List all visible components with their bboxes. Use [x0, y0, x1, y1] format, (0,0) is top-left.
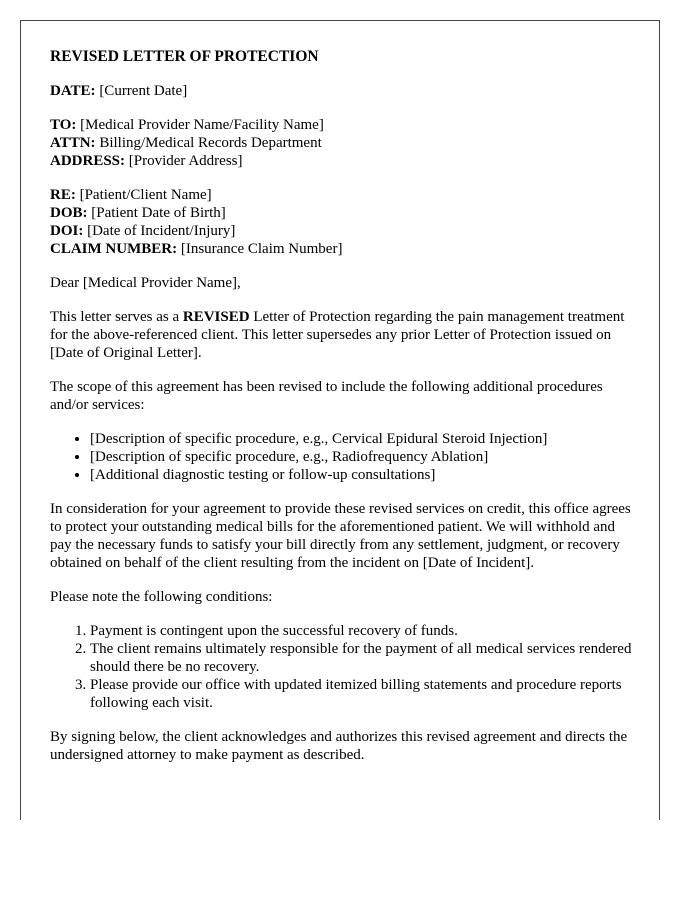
address-value: [Provider Address]: [125, 153, 243, 169]
consideration-paragraph: In consideration for your agreement to provide these revised services on credit, this office agrees to protect your outstanding medical bills for the aforementioned patient. We will withhold and pay the necessary funds to satisfy your bill directly from any settlement, judgment, or recovery obtained on behalf of the client resulting from the incident on [Date of Incident].: [50, 501, 631, 571]
scope-paragraph: The scope of this agreement has been revised to include the following additional procedures and/or services:: [50, 379, 603, 413]
list-item: 2. The client remains ultimately responsible for the payment of all medical services rendered should there be no recovery.: [90, 640, 635, 676]
conditions-intro: Please note the following conditions:: [50, 589, 273, 605]
intro-paragraph: [50, 308, 635, 362]
re-value: [Patient/Client Name]: [75, 187, 212, 203]
claim-line: [50, 240, 635, 258]
attn-value: Billing/Medical Records Department: [95, 135, 322, 151]
dob-line: [50, 204, 635, 222]
intro-emphasis: REVISED: [182, 309, 250, 325]
date-value: [Current Date]: [95, 83, 188, 99]
conditions-list: [50, 622, 635, 712]
reference-block: [50, 186, 635, 258]
list-item: 3. Please provide our office with updated itemized billing statements and procedure reports following each visit.: [90, 676, 635, 712]
to-label: TO:: [50, 117, 77, 133]
doi-value: [Date of Incident/Injury]: [83, 223, 236, 239]
letter-page: [20, 20, 660, 820]
intro-after: Letter of Protection regarding the pain management treatment for the above-referenced client. This letter supersedes any prior Letter of Protection issued on [Date of Original Letter].: [50, 309, 625, 361]
date-label: DATE:: [50, 83, 96, 99]
address-line: [50, 152, 635, 170]
date-block: [50, 82, 635, 100]
salutation: Dear [Medical Provider Name],: [50, 275, 241, 291]
doi-label: DOI:: [50, 223, 84, 239]
to-value: [Medical Provider Name/Facility Name]: [76, 117, 324, 133]
re-label: RE:: [50, 187, 76, 203]
re-line: [50, 186, 635, 204]
dob-value: [Patient Date of Birth]: [87, 205, 226, 221]
recipient-block: [50, 116, 635, 170]
intro-before: This letter serves as a: [50, 309, 183, 325]
list-item: • [Description of specific procedure, e.g., Radiofrequency Ablation]: [90, 448, 635, 466]
claim-label: CLAIM NUMBER:: [50, 241, 178, 257]
letter-title: REVISED LETTER OF PROTECTION: [50, 48, 319, 65]
doi-line: [50, 222, 635, 240]
list-item: • [Additional diagnostic testing or follow-up consultations]: [90, 466, 635, 484]
address-label: ADDRESS:: [50, 153, 126, 169]
attn-line: [50, 134, 635, 152]
list-item: 1. Payment is contingent upon the successful recovery of funds.: [90, 622, 635, 640]
letter-content: [50, 48, 635, 780]
services-list: [50, 430, 635, 484]
claim-value: [Insurance Claim Number]: [177, 241, 343, 257]
to-line: [50, 116, 635, 134]
authorization-paragraph: By signing below, the client acknowledges and authorizes this revised agreement and directs the undersigned attorney to make payment as described.: [50, 729, 628, 763]
list-item: • [Description of specific procedure, e.g., Cervical Epidural Steroid Injection]: [90, 430, 635, 448]
dob-label: DOB:: [50, 205, 88, 221]
attn-label: ATTN:: [50, 135, 96, 151]
